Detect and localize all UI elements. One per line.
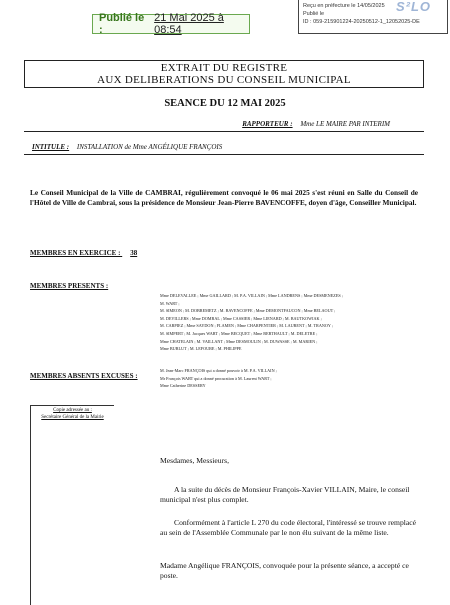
presents-line: Mme CHATELAIN ; M. VAILLANT ; Mme DESMOULIN ; M. DUWASSE ; M. MARIEN ; [160,338,318,344]
intitule-label: INTITULE : [32,143,70,151]
membres-absents-label: MEMBRES ABSENTS EXCUSES : [30,372,138,380]
intitule-value: INSTALLATION de Mme ANGÉLIQUE FRANÇOIS [76,143,223,151]
slo-logo: S²LO [395,0,431,14]
membres-exercice-label: MEMBRES EN EXERCICE : [30,249,121,257]
prefecture-published: Publié le [303,11,325,17]
letter-p2-text: Conformément à l'article L 270 du code électoral, l'intéressé se trouve remplacé au sein de l'Assemblée Communale par le non élu suivant de la même liste. [160,518,416,537]
copy-recipient-box [30,405,114,605]
presents-line: M. WART ; [160,300,180,306]
letter-paragraph-3 [160,561,418,580]
letter-p3-text: Madame Angélique FRANÇOIS, convoquée pour la présente séance, a accepté ce poste. [160,561,409,580]
absents-line: Mr François WART qui a donné procuration à M. Laurent WART ; [160,375,272,381]
membres-exercice-count: 38 [130,249,138,257]
copy-to-label: Copie adressée au : [53,408,92,413]
letter-p1-text: A la suite du décès de Monsieur François-Xavier VILLAIN, Maire, le conseil municipal n'est plus complet. [160,485,410,504]
publication-date: 21 Mai 2025 à 08:54 [154,12,224,36]
letter-paragraph-1 [160,485,418,504]
presents-line: M. CARPIEZ ; Mme SAYDON ; FLAMEN ; Mme CHARPENTIER ; M. LAURENT ; M. TRANOY ; [160,323,333,329]
header-line-1: EXTRAIT DU REGISTRE [160,62,288,74]
seance-title: SEANCE DU 12 MAI 2025 [164,98,286,109]
membres-exercice [30,249,137,257]
rapporteur-row [24,120,424,132]
intro-paragraph: Le Conseil Municipal de la Ville de CAMBRAI, régulièrement convoqué le 06 mai 2025 s'est réuni en Salle du Conseil de l'Hôtel de Ville de Cambrai, sous la présidence de Monsieur Jean-Pierre BAVENCOFFE, doyen d'âge, Conseiller Municipal. [30,188,418,207]
absents-line: Mme Catherine DESSERY [160,383,206,389]
presents-line: Mme DELEVALLEE ; Mme GAILLARD ; M. P.A. VILLAIN ; Mme LANDRENS ; Mme DESMENEZES ; [160,293,343,298]
membres-presents-label: MEMBRES PRESENTS : [30,282,109,290]
presents-line: M. SIMPERT ; M. Jacques WART ; Mme BECQUET ; Mme BERTHAULT ; M. DELETRE ; [160,330,318,336]
presents-line: Mme BURLUT ; M. LEFOURE ; M. PHILIPPE [160,346,242,352]
prefecture-id: ID : 059-215901224-20250512-1_12052025-DE [303,19,420,25]
document-header [24,60,424,88]
publication-label: Publié le : [99,12,145,36]
membres-presents-list [160,292,410,353]
intitule-row [24,143,424,155]
rapporteur-value: Mme LE MAIRE PAR INTERIM [300,120,390,128]
absents-line: M. Jean-Marc FRANÇOIS qui a donné pouvoir à M. P.A. VILLAIN ; [160,368,277,373]
publication-stamp [92,14,250,34]
header-line-2: AUX DELIBERATIONS DU CONSEIL MUNICIPAL [97,74,351,86]
letter-salutation: Mesdames, Messieurs, [160,456,229,465]
membres-absents-list [160,367,410,390]
rapporteur-label: RAPPORTEUR : [242,120,293,128]
copy-to-recipient: Secrétaire Général de la Mairie [41,414,104,420]
letter-paragraph-2 [160,518,418,537]
presents-line: M. SIMEON ; M. DOBREMETZ ; M. BAVENCOFFE ; Mme DEMONTFAUCON ; Mme BELAOUT ; [160,308,336,314]
prefecture-received: Reçu en préfecture le 14/05/2025 [303,3,385,9]
presents-line: M. DEVILLERS ; Mme DOMBAL ; Mme CASSIER ; Mme LIENARD ; M. BAUTKOWIAK ; [160,315,322,321]
prefecture-receipt [298,0,448,34]
